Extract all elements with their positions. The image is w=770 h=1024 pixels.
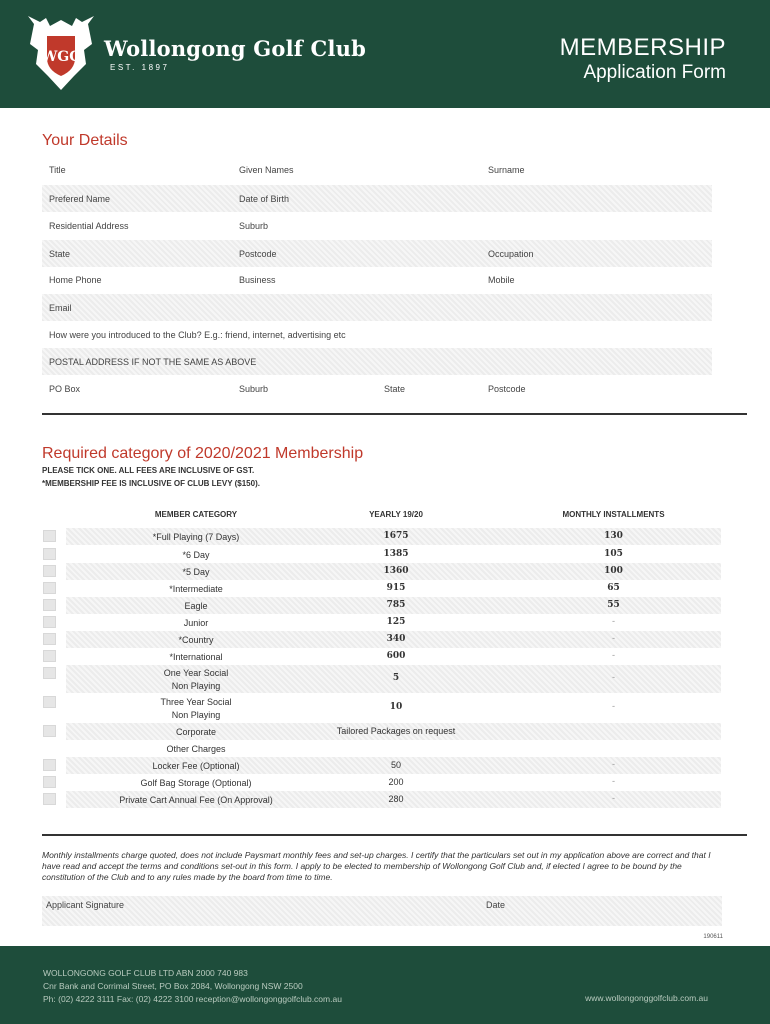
postal-postcode-label: Postcode <box>488 384 526 394</box>
col-monthly: MONTHLY INSTALLMENTS <box>562 510 665 519</box>
yearly-fee: 915 <box>386 583 406 593</box>
residential-address-label: Residential Address <box>49 221 129 231</box>
membership-row <box>66 580 721 597</box>
category-checkbox[interactable] <box>43 650 56 662</box>
postcode-label: Postcode <box>239 249 277 259</box>
monthly-installment: 55 <box>607 600 620 610</box>
category-checkbox[interactable] <box>43 696 56 708</box>
po-box-label: PO Box <box>49 384 81 394</box>
member-category-label: Golf Bag Storage (Optional) <box>140 778 252 788</box>
member-category-label: *5 Day <box>182 567 210 577</box>
form-code: 190611 <box>703 934 723 940</box>
date-of-birth-label: Date of Birth <box>239 194 290 204</box>
monthly-installment: - <box>611 702 616 712</box>
postal-state-label: State <box>384 384 406 394</box>
yearly-fee: 5 <box>392 673 400 683</box>
member-category-label: *Full Playing (7 Days) <box>152 532 240 542</box>
details-row-referral[interactable] <box>42 321 712 348</box>
postal-address-label: POSTAL ADDRESS IF NOT THE SAME AS ABOVE <box>49 357 257 367</box>
details-row-preferred[interactable] <box>42 185 712 212</box>
col-yearly: YEARLY 19/20 <box>369 510 423 519</box>
details-row-email[interactable] <box>42 294 712 321</box>
membership-heading: Required category of 2020/2021 Membership <box>42 445 364 462</box>
yearly-fee: 340 <box>386 634 406 644</box>
date-label: Date <box>486 900 506 910</box>
member-category-label: *Country <box>178 635 214 645</box>
col-member-category: MEMBER CATEGORY <box>154 510 238 519</box>
category-checkbox[interactable] <box>43 599 56 611</box>
membership-note-levy: *MEMBERSHIP FEE IS INCLUSIVE OF CLUB LEVY ($150). <box>42 479 260 488</box>
mobile-label: Mobile <box>488 275 515 285</box>
footer <box>0 946 770 1024</box>
preferred-name-label: Prefered Name <box>49 194 111 204</box>
monthly-installment: - <box>611 777 616 787</box>
disclaimer-text: Monthly installments charge quoted, does not include Paysmart monthly fees and set-up charges. I certify that the particulars set out in my application above are correct and that I have read and accept the terms and conditions set-out in this form. I apply to be elected to membership of Wollongong Golf Club and, if elected I agree to be bound by the constitution of the Club and to any rules made by the board from time to time. <box>42 850 711 882</box>
category-checkbox[interactable] <box>43 725 56 737</box>
details-row-postal-heading <box>42 348 712 375</box>
membership-note-tick: PLEASE TICK ONE. ALL FEES ARE INCLUSIVE OF GST. <box>42 466 255 475</box>
membership-row <box>66 614 721 631</box>
yearly-fee: Tailored Packages on request <box>336 726 456 736</box>
state-label: State <box>49 249 71 259</box>
club-crest-logo <box>26 14 96 92</box>
membership-row <box>66 757 721 774</box>
membership-row <box>66 563 721 580</box>
category-checkbox[interactable] <box>43 582 56 594</box>
member-category-label: *Intermediate <box>169 584 223 594</box>
given-names-label: Given Names <box>239 165 294 175</box>
yearly-fee: 600 <box>386 651 406 661</box>
member-category-label: Private Cart Annual Fee (On Approval) <box>119 795 273 805</box>
club-name: Wollongong Golf Club <box>104 36 366 61</box>
yearly-fee: 200 <box>388 777 404 787</box>
occupation-label: Occupation <box>488 249 534 259</box>
category-checkbox[interactable] <box>43 565 56 577</box>
monthly-installment: - <box>611 673 616 683</box>
monthly-installment: 65 <box>607 583 620 593</box>
details-row-address[interactable] <box>42 212 712 239</box>
referral-label: How were you introduced to the Club? E.g.: friend, internet, advertising etc <box>49 330 346 340</box>
membership-row <box>66 740 721 757</box>
suburb-label: Suburb <box>239 221 269 231</box>
membership-row <box>66 791 721 808</box>
svg-text:WGC: WGC <box>41 49 81 65</box>
membership-row <box>66 694 721 722</box>
member-category-label: One Year Social Non Playing <box>163 668 229 691</box>
membership-row <box>66 648 721 665</box>
applicant-signature-label: Applicant Signature <box>46 900 125 910</box>
footer-website[interactable]: www.wollongonggolfclub.com.au <box>585 993 708 1003</box>
monthly-installment: - <box>611 634 616 644</box>
monthly-installment: - <box>611 760 616 770</box>
section-divider <box>42 834 747 836</box>
yearly-fee: 50 <box>390 760 401 770</box>
details-row-name[interactable] <box>42 156 712 183</box>
membership-row <box>66 597 721 614</box>
yearly-fee: 125 <box>386 617 406 627</box>
monthly-installment: - <box>611 651 616 661</box>
yearly-fee: 10 <box>389 702 403 712</box>
form-subtitle: Application Form <box>583 62 726 83</box>
monthly-installment: 130 <box>604 531 623 541</box>
membership-row <box>66 723 721 740</box>
your-details-heading: Your Details <box>42 132 128 149</box>
title-label: Title <box>49 165 66 175</box>
member-category-label: Three Year Social Non Playing <box>160 697 232 720</box>
monthly-installment: 100 <box>604 566 623 576</box>
surname-label: Surname <box>488 165 525 175</box>
details-row-state[interactable] <box>42 240 712 267</box>
category-checkbox[interactable] <box>43 633 56 645</box>
category-checkbox[interactable] <box>43 776 56 788</box>
membership-row <box>66 631 721 648</box>
member-category-label: Eagle <box>184 601 208 611</box>
yearly-fee: 280 <box>388 794 404 804</box>
category-checkbox[interactable] <box>43 667 56 679</box>
membership-row <box>66 665 721 693</box>
email-label: Email <box>49 303 72 313</box>
monthly-installment: 105 <box>604 549 623 559</box>
footer-abn: WOLLONGONG GOLF CLUB LTD ABN 2000 740 983 <box>43 968 248 978</box>
details-row-postal[interactable] <box>42 375 712 402</box>
member-category-label: *International <box>169 652 223 662</box>
header-banner <box>0 0 770 108</box>
section-divider <box>42 413 747 415</box>
monthly-installment: - <box>611 794 616 804</box>
yearly-fee: 1675 <box>383 531 409 541</box>
footer-address: Cnr Bank and Corrimal Street, PO Box 2084, Wollongong NSW 2500 <box>43 981 303 991</box>
category-checkbox[interactable] <box>43 530 56 542</box>
details-row-phone[interactable] <box>42 266 712 293</box>
category-checkbox[interactable] <box>43 548 56 560</box>
signature-row[interactable] <box>42 896 722 926</box>
member-category-label: Junior <box>183 618 209 628</box>
category-checkbox[interactable] <box>43 759 56 771</box>
member-category-label: Other Charges <box>166 744 226 754</box>
membership-row <box>66 774 721 791</box>
member-category-label: *6 Day <box>182 550 210 560</box>
form-title: MEMBERSHIP <box>559 34 726 61</box>
yearly-fee: 785 <box>386 600 406 610</box>
membership-row <box>66 546 721 563</box>
footer-contact: Ph: (02) 4222 3111 Fax: (02) 4222 3100 reception@wollongonggolfclub.com.au <box>43 994 342 1004</box>
member-category-label: Locker Fee (Optional) <box>152 761 240 771</box>
category-checkbox[interactable] <box>43 793 56 805</box>
yearly-fee: 1385 <box>383 549 409 559</box>
member-category-label: Corporate <box>175 727 217 737</box>
yearly-fee: 1360 <box>383 566 409 576</box>
home-phone-label: Home Phone <box>49 275 102 285</box>
membership-row <box>66 528 721 545</box>
monthly-installment: - <box>611 617 616 627</box>
business-phone-label: Business <box>239 275 276 285</box>
established-year: EST. 1897 <box>110 63 170 72</box>
postal-suburb-label: Suburb <box>239 384 269 394</box>
category-checkbox[interactable] <box>43 616 56 628</box>
